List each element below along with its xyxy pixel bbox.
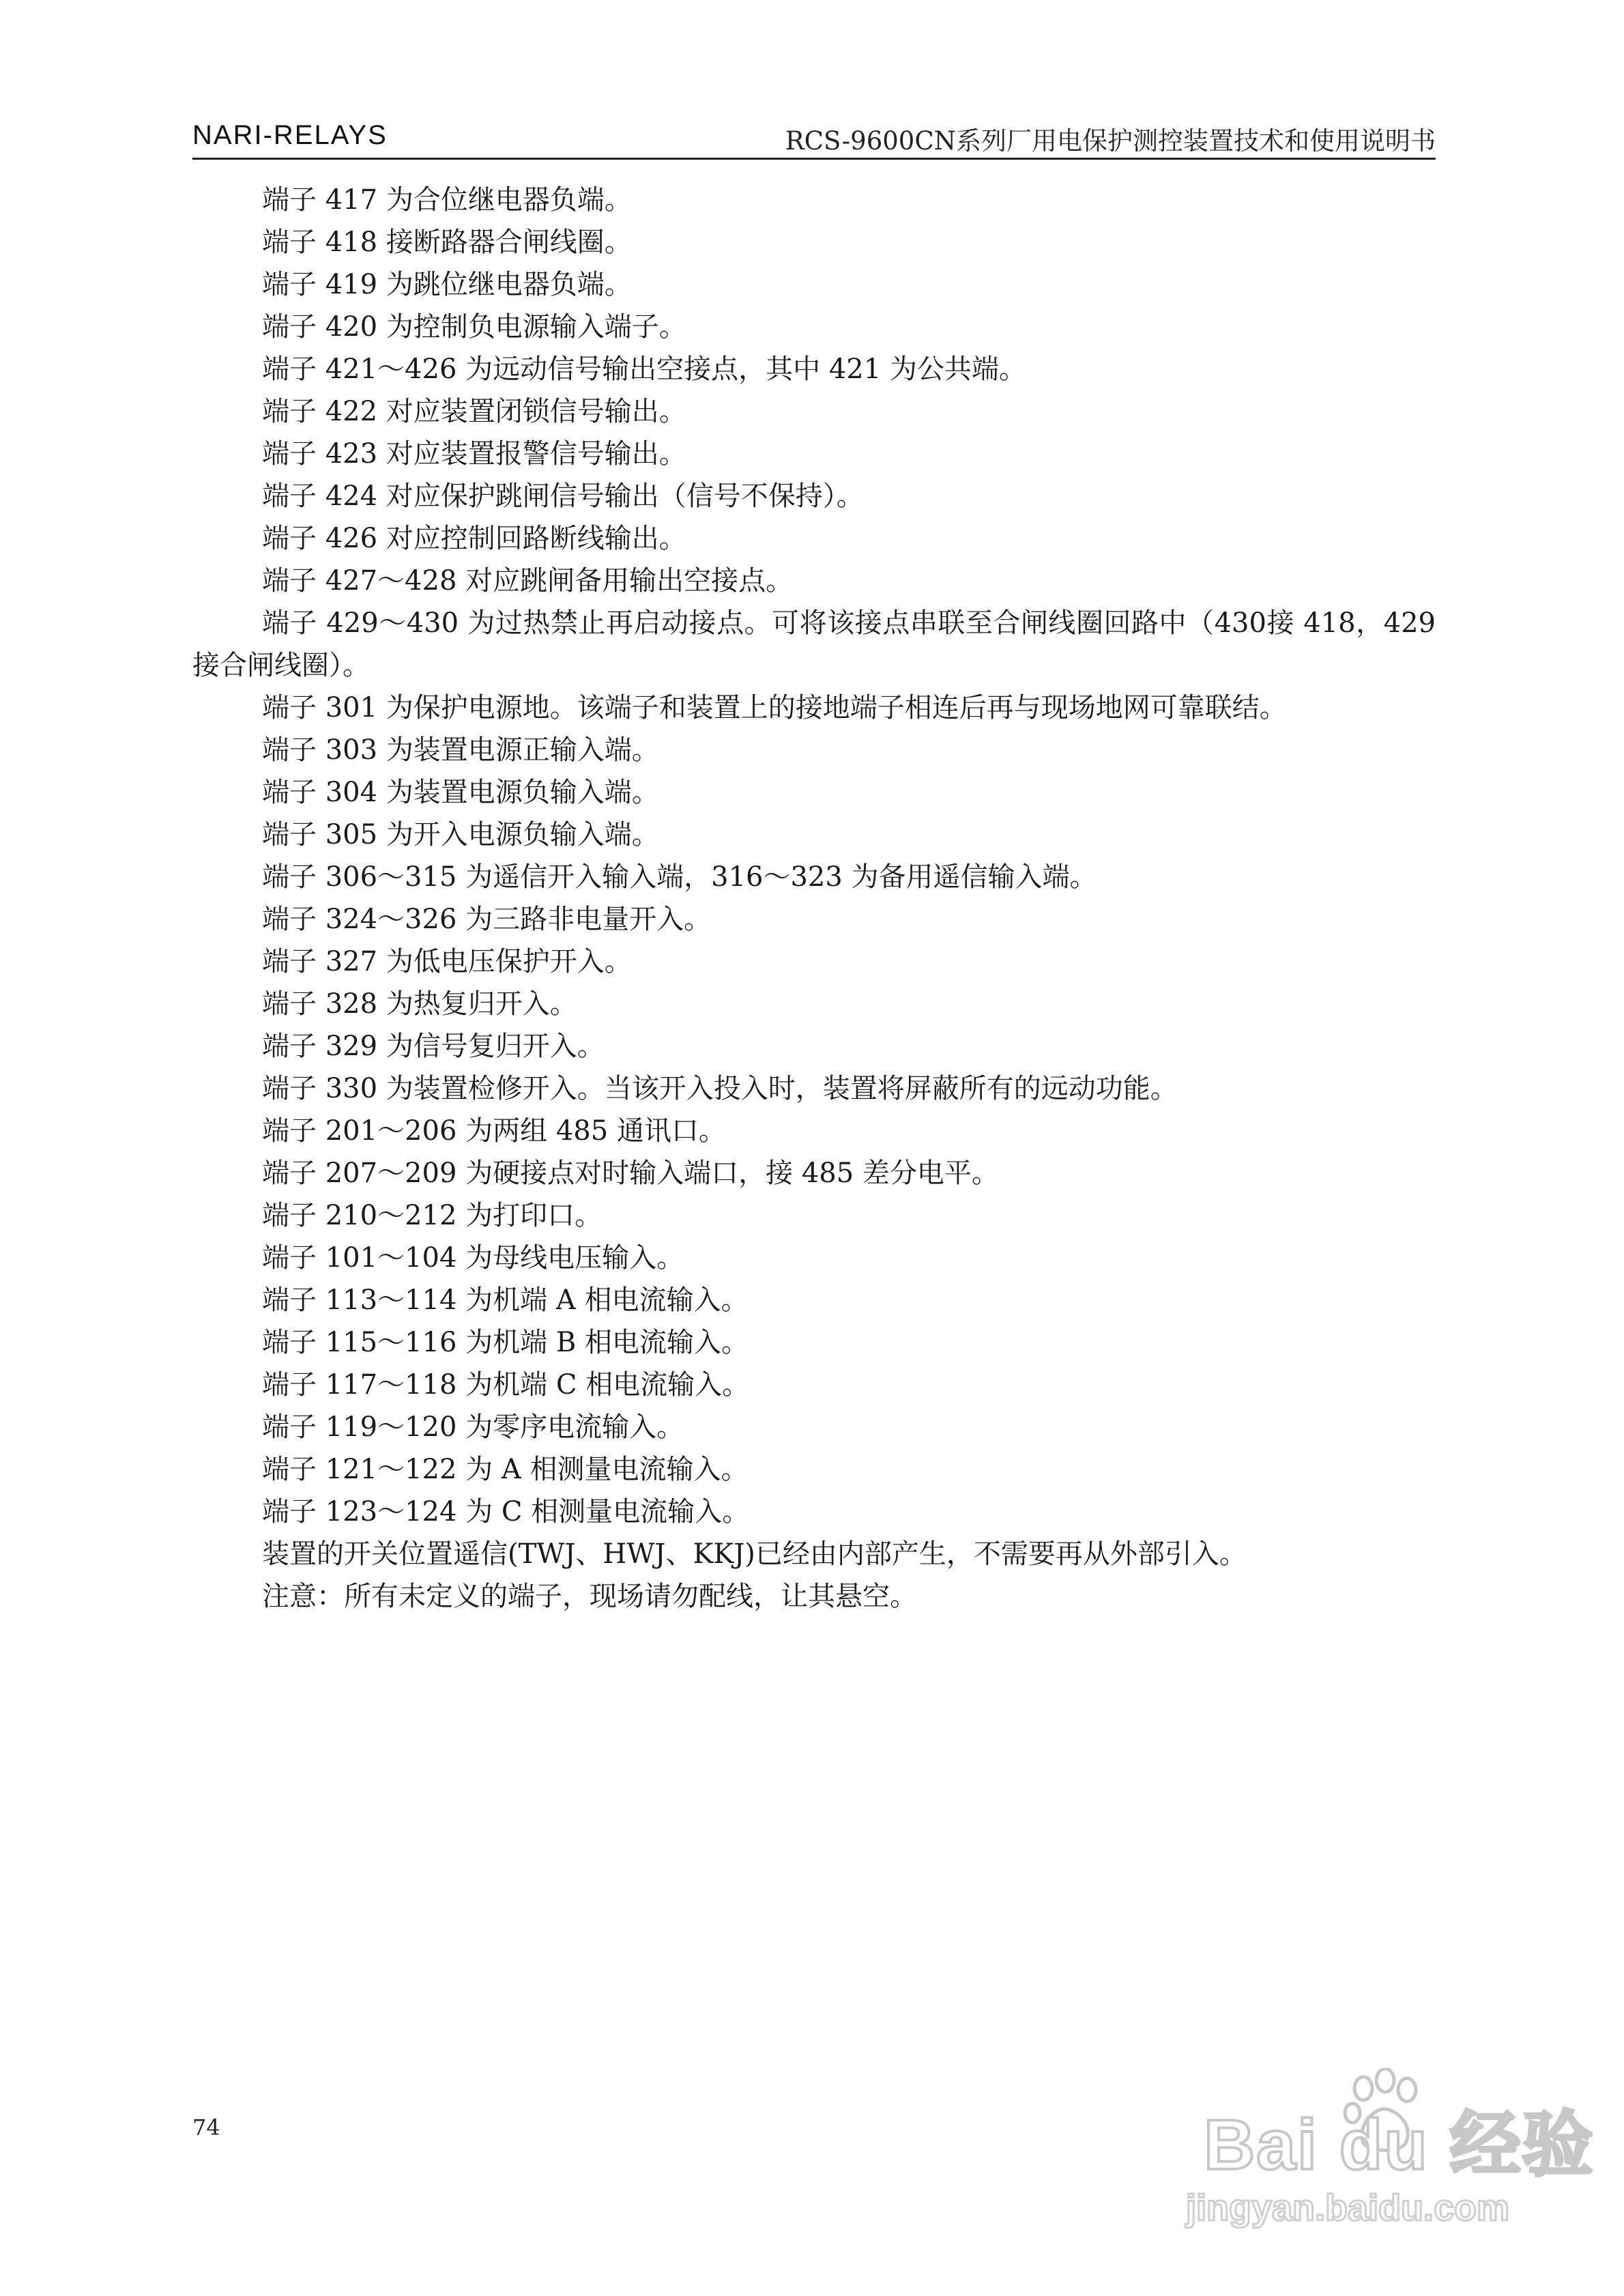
baidu-jingyan-watermark (1138, 2041, 1595, 2259)
paragraph-terminal-423: 端子 423 对应装置报警信号输出。 (262, 438, 686, 470)
paragraph-terminal-201-206: 端子 201～206 为两组 485 通讯口。 (262, 1115, 726, 1147)
paragraph-terminal-101-104: 端子 101～104 为母线电压输入。 (262, 1242, 684, 1274)
paragraph-terminal-121-122: 端子 121～122 为 A 相测量电流输入。 (262, 1454, 749, 1485)
paragraph-terminal-417: 端子 417 为合位继电器负端。 (262, 184, 632, 216)
paragraph-terminal-324-326: 端子 324～326 为三路非电量开入。 (262, 904, 712, 935)
paragraph-terminal-426: 端子 426 对应控制回路断线输出。 (262, 523, 686, 554)
page-number: 74 (192, 2114, 220, 2140)
watermark-brand: Bai du 经验 (1204, 2106, 1595, 2185)
paragraph-terminal-305: 端子 305 为开入电源负输入端。 (262, 819, 659, 850)
paragraph-terminal-123-124: 端子 123～124 为 C 相测量电流输入。 (262, 1496, 750, 1527)
paragraph-terminal-304: 端子 304 为装置电源负输入端。 (262, 777, 659, 808)
paragraph-terminal-301: 端子 301 为保护电源地。该端子和装置上的接地端子相连后再与现场地网可靠联结。 (262, 692, 1287, 723)
paragraph-terminal-207-209: 端子 207～209 为硬接点对时输入端口，接 485 差分电平。 (262, 1158, 999, 1189)
paragraph-terminal-429-430: 端子 429～430 为过热禁止再启动接点。可将该接点串联至合闸线圈回路中（430接 418，429 接合闸线圈）。 (192, 607, 1436, 681)
header-divider (192, 158, 1436, 160)
body-text (192, 179, 1436, 1618)
paragraph-note-undefined-terminals: 注意：所有未定义的端子，现场请勿配线，让其悬空。 (262, 1581, 917, 1612)
paragraph-terminal-427-428: 端子 427～428 对应跳闸备用输出空接点。 (262, 565, 794, 597)
paragraph-terminal-420: 端子 420 为控制负电源输入端子。 (262, 311, 686, 343)
brand-name: NARI-RELAYS (192, 120, 388, 150)
paragraph-terminal-113-114: 端子 113～114 为机端 A 相电流输入。 (262, 1285, 749, 1316)
paragraph-terminal-424: 端子 424 对应保护跳闸信号输出（信号不保持）。 (262, 480, 864, 512)
paragraph-terminal-115-116: 端子 115～116 为机端 B 相电流输入。 (262, 1327, 749, 1358)
page-header (192, 115, 1436, 157)
paragraph-terminal-119-120: 端子 119～120 为零序电流输入。 (262, 1411, 684, 1443)
paragraph-terminal-329: 端子 329 为信号复归开入。 (262, 1031, 605, 1062)
paragraph-terminal-421-426: 端子 421～426 为远动信号输出空接点，其中 421 为公共端。 (262, 354, 1026, 385)
watermark-url: jingyan.baidu.com (1186, 2187, 1510, 2228)
paragraph-terminal-306-315: 端子 306～315 为遥信开入输入端，316～323 为备用遥信输入端。 (262, 861, 1097, 893)
document-title: RCS-9600CN系列厂用电保护测控装置技术和使用说明书 (785, 126, 1436, 156)
paragraph-terminal-210-212: 端子 210～212 为打印口。 (262, 1200, 603, 1231)
paragraph-terminal-117-118: 端子 117～118 为机端 C 相电流输入。 (262, 1369, 750, 1401)
paragraph-terminal-330: 端子 330 为装置检修开入。当该开入投入时，装置将屏蔽所有的远动功能。 (262, 1073, 1178, 1104)
paragraph-terminal-328: 端子 328 为热复归开入。 (262, 988, 577, 1020)
paragraph-terminal-303: 端子 303 为装置电源正输入端。 (262, 734, 659, 766)
paragraph-switch-position: 装置的开关位置遥信(TWJ、HWJ、KKJ)已经由内部产生，不需要再从外部引入。 (262, 1538, 1247, 1570)
paragraph-terminal-327: 端子 327 为低电压保护开入。 (262, 946, 632, 977)
paragraph-terminal-418: 端子 418 接断路器合闸线圈。 (262, 227, 632, 258)
paragraph-terminal-422: 端子 422 对应装置闭锁信号输出。 (262, 396, 686, 427)
paragraph-terminal-419: 端子 419 为跳位继电器负端。 (262, 269, 632, 300)
